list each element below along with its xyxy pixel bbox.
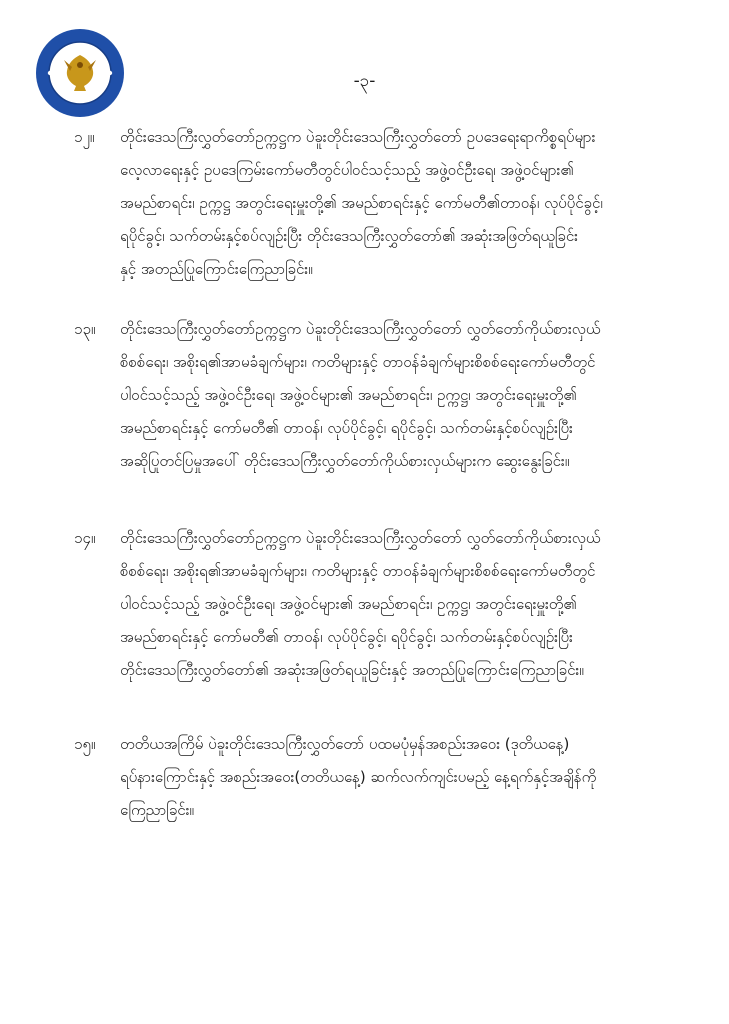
item-number: ၁၂။ [74,128,95,146]
text-line: ကြေညာခြင်း။ [120,801,194,819]
item-number: ၁၄။ [74,529,96,547]
text-line: ရပ်နားကြောင်းနှင့် အစည်းအဝေး(တတိယနေ့) ဆက်လက်ကျင်းပမည့် နေ့ရက်နှင့်အချိန်ကို [120,768,597,786]
text-line: အမည်စာရင်းနှင့် ကော်မတီ၏ တာဝန်၊ လုပ်ပိုင်ခွင့်၊ ရပိုင်ခွင့်၊ သက်တမ်းနှင့်စပ်လျဉ်းပြီး [120,628,573,646]
text-line: ပါဝင်သင့်သည့် အဖွဲ့ဝင်ဦးရေ၊ အဖွဲ့ဝင်များ၏ အမည်စာရင်း၊ ဥက္ကဋ္ဌ၊ အတွင်းရေးမှူးတို့၏ [120,595,577,613]
item-number: ၁၃။ [74,320,96,338]
text-line: တိုင်းဒေသကြီးလွှတ်တော်၏ အဆုံးအဖြတ်ရယူခြင်းနှင့် အတည်ပြုကြောင်းကြေညာခြင်း။ [120,661,584,679]
text-line: တတိယအကြိမ် ပဲခူးတိုင်းဒေသကြီးလွှတ်တော် ပထမပုံမှန်အစည်းအဝေး (ဒုတိယနေ့) [120,735,570,753]
text-line: တိုင်းဒေသကြီးလွှတ်တော်ဥက္ကဋ္ဌက ပဲခူးတိုင်းဒေသကြီးလွှတ်တော် ဥပဒေရေးရာကိစ္စရပ်များ [120,128,596,146]
text-line: လေ့လာရေးနှင့် ဥပဒေကြမ်းကော်မတီတွင်ပါဝင်သင့်သည့် အဖွဲ့ဝင်ဦးရေ၊ အဖွဲ့ဝင်များ၏ [120,161,574,179]
text-line: အမည်စာရင်းနှင့် ကော်မတီ၏ တာဝန်၊ လုပ်ပိုင်ခွင့်၊ ရပိုင်ခွင့်၊ သက်တမ်းနှင့်စပ်လျဉ်းပြီး [120,419,573,437]
text-line: တိုင်းဒေသကြီးလွှတ်တော်ဥက္ကဋ္ဌက ပဲခူးတိုင်းဒေသကြီးလွှတ်တော် လွှတ်တော်ကိုယ်စားလှယ် [120,529,601,547]
text-line: တိုင်းဒေသကြီးလွှတ်တော်ဥက္ကဋ္ဌက ပဲခူးတိုင်းဒေသကြီးလွှတ်တော် လွှတ်တော်ကိုယ်စားလှယ် [120,320,601,338]
item-number: ၁၅။ [74,735,96,753]
text-line: အဆိုပြုတင်ပြမှုအပေါ် တိုင်းဒေသကြီးလွှတ်တော်ကိုယ်စားလှယ်များက ဆွေးနွေးခြင်း။ [120,452,570,470]
text-line: စိစစ်ရေး၊ အစိုးရ၏အာမခံချက်များ၊ ကတိများနှင့် တာဝန်ခံချက်များစိစစ်ရေးကော်မတီတွင် [120,353,596,371]
text-line: ပါဝင်သင့်သည့် အဖွဲ့ဝင်ဦးရေ၊ အဖွဲ့ဝင်များ၏ အမည်စာရင်း၊ ဥက္ကဋ္ဌ၊ အတွင်းရေးမှူးတို့၏ [120,386,577,404]
text-line: ရပိုင်ခွင့်၊ သက်တမ်းနှင့်စပ်လျဉ်းပြီး တိုင်းဒေသကြီးလွှတ်တော်၏ အဆုံးအဖြတ်ရယူခြင်း [120,227,578,245]
text-line: အမည်စာရင်း၊ ဥက္ကဋ္ဌ အတွင်းရေးမှူးတို့၏ အမည်စာရင်းနှင့် ကော်မတီ၏တာဝန်၊ လုပ်ပိုင်ခွင့်၊ [120,194,603,212]
page-number: -၃- [353,71,376,91]
text-line: စိစစ်ရေး၊ အစိုးရ၏အာမခံချက်များ၊ ကတိများနှင့် တာဝန်ခံချက်များစိစစ်ရေးကော်မတီတွင် [120,562,596,580]
text-line: နှင့် အတည်ပြုကြောင်းကြေညာခြင်း။ [120,260,313,278]
